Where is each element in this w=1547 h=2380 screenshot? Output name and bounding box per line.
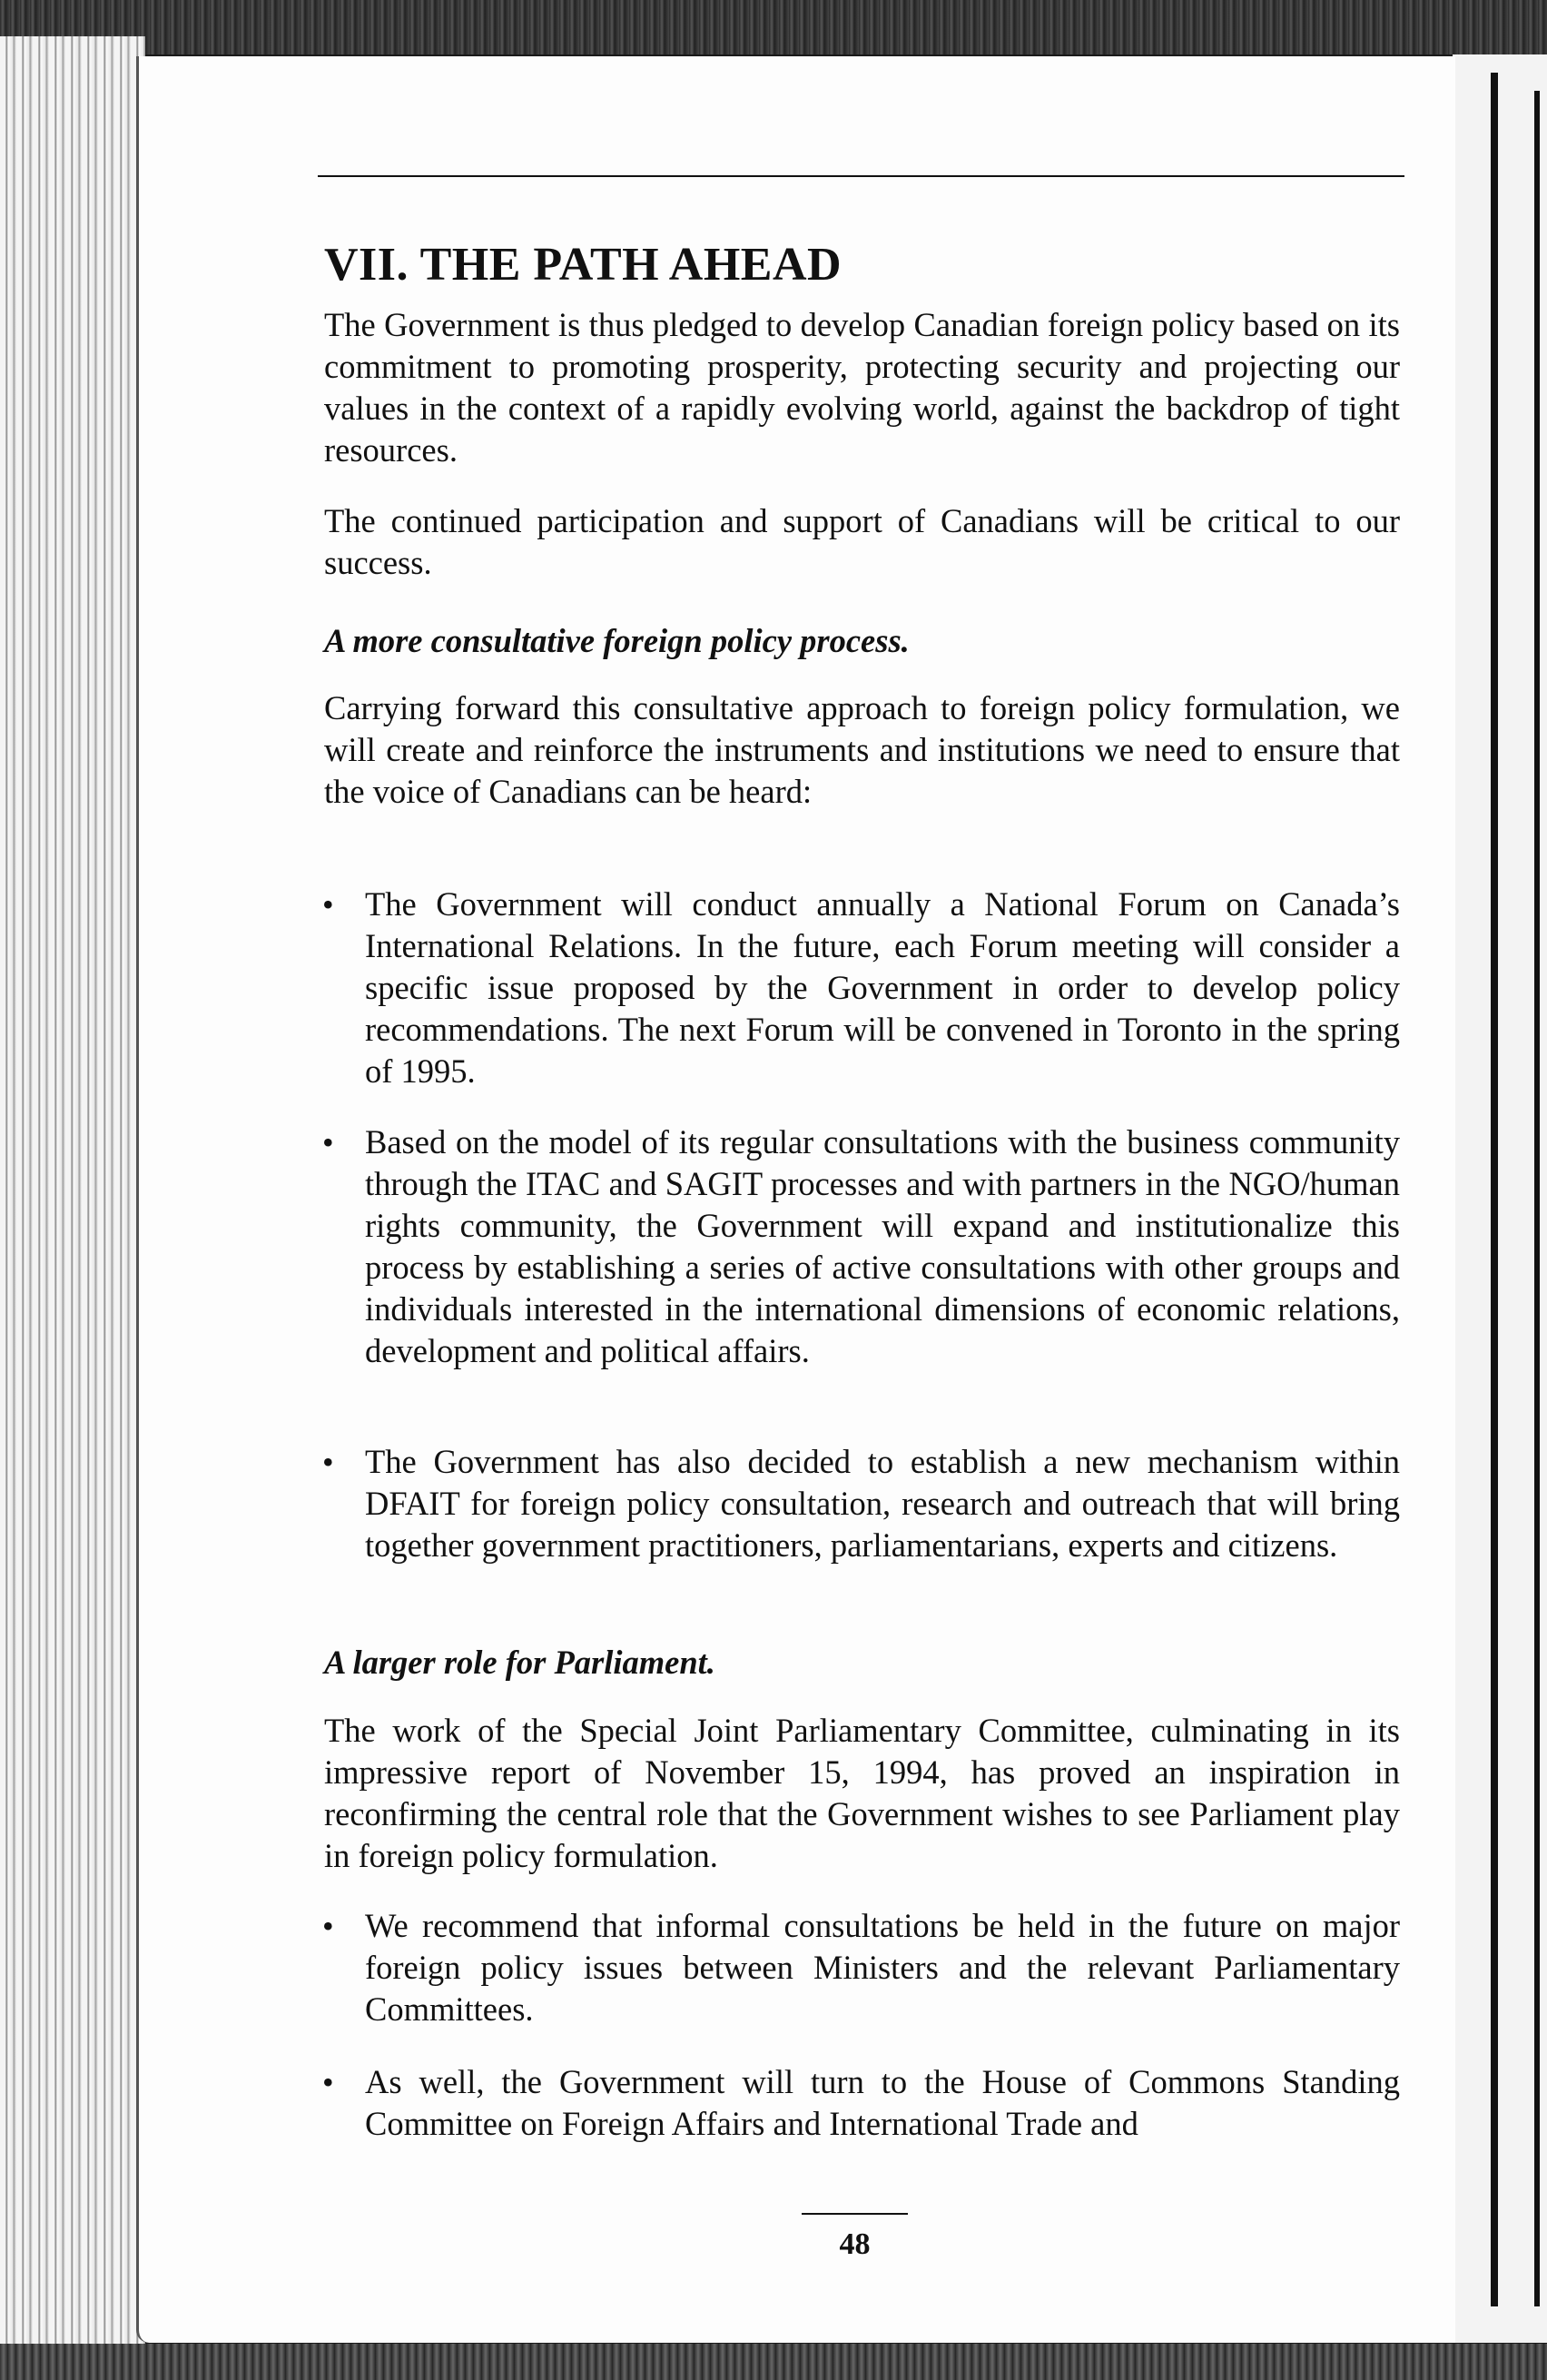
bullet-marker: • bbox=[322, 1444, 334, 1480]
page-edge-right bbox=[1453, 54, 1547, 2343]
list-item-mechanism: The Government has also decided to establish a new mechanism within DFAIT for foreign policy consultation, research and outreach that will bring together government practitioners, parliamentarians, experts and citizens. bbox=[365, 1443, 1400, 1564]
list-item-forum: The Government will conduct annually a National Forum on Canada’s International Relations. In the future, each Forum meeting will consider a specific issue proposed by the Government in order to develop policy recommendations. The next Forum will be convened in Toronto in the spring of 1995. bbox=[365, 885, 1400, 1090]
scan-border-bottom bbox=[0, 2344, 1547, 2380]
bullet-marker: • bbox=[322, 886, 334, 923]
bullet-marker: • bbox=[322, 1124, 334, 1160]
book-spine bbox=[0, 36, 145, 2361]
scan-border-top bbox=[0, 0, 1547, 54]
paragraph-intro: The Government is thus pledged to develop Canadian foreign policy based on its commitment to promoting prosperity, protecting security and projecting our values in the context of a rapidly evolving world, against the backdrop of tight resources. bbox=[324, 306, 1400, 469]
bullet-marker: • bbox=[322, 1908, 334, 1944]
footer-rule bbox=[802, 2213, 908, 2215]
section-heading: VII. THE PATH AHEAD bbox=[324, 239, 842, 291]
subheading-parliament: A larger role for Parliament. bbox=[324, 1644, 715, 1681]
paragraph-consultative-intro: Carrying forward this consultative approach to foreign policy formulation, we will create and reinforce the instruments and institutions we need to ensure that the voice of Canadians can be heard: bbox=[324, 689, 1400, 810]
subheading-consultative: A more consultative foreign policy process. bbox=[324, 622, 910, 659]
header-rule bbox=[318, 175, 1404, 177]
bullet-marker: • bbox=[322, 2064, 334, 2100]
list-item-informal-consultations: We recommend that informal consultations be held in the future on major foreign policy issues between Ministers and the relevant Parliamentary Committees. bbox=[365, 1907, 1400, 2028]
paragraph-parliament-intro: The work of the Special Joint Parliamentary Committee, culminating in its impressive report of November 15, 1994, has proved an inspiration in reconfirming the central role that the Government wishes to see Parliament play in foreign policy formulation. bbox=[324, 1712, 1400, 1874]
page-number: 48 bbox=[839, 2227, 871, 2261]
paragraph-participation: The continued participation and support of Canadians will be critical to our success. bbox=[324, 502, 1400, 581]
list-item-standing-committee: As well, the Government will turn to the House of Commons Standing Committee on Foreign Affairs and International Trade and bbox=[365, 2063, 1400, 2142]
list-item-consultations: Based on the model of its regular consultations with the business community through the ITAC and SAGIT processes and with partners in the NGO/human rights community, the Government will expand and institutionalize this process by establishing a series of active consultations with other groups and individuals interested in the international dimensions of economic relations, development and political affairs. bbox=[365, 1123, 1400, 1369]
